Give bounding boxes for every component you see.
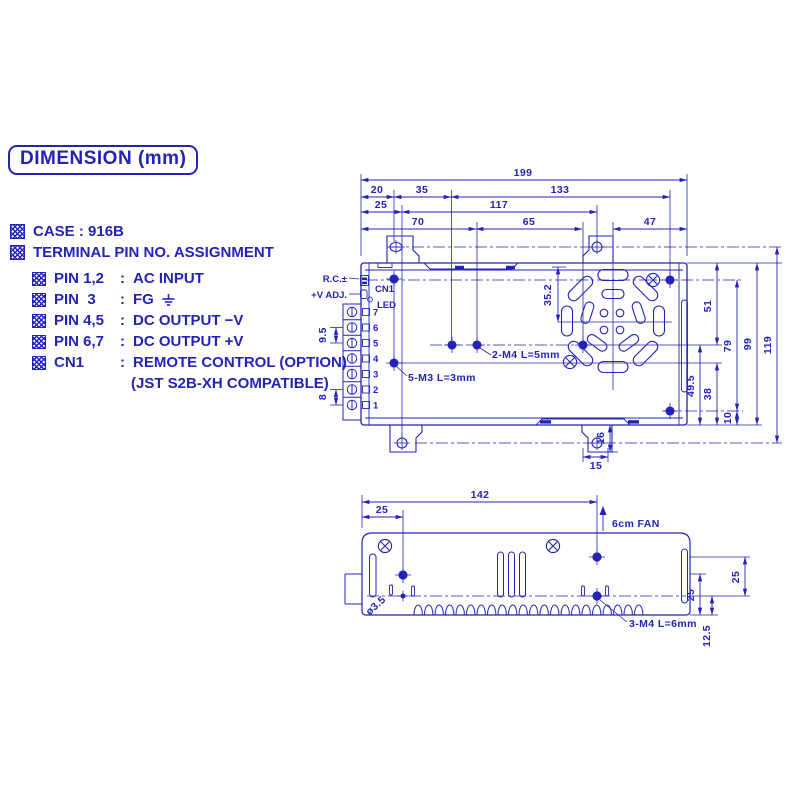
extension-lines-side-view bbox=[362, 495, 750, 622]
vent-slot bbox=[509, 552, 515, 597]
note-pin3: PIN 3 : FG bbox=[32, 289, 360, 310]
mounting-bracket-top-right bbox=[583, 236, 613, 263]
dim-65: 65 bbox=[522, 216, 536, 228]
top-view bbox=[343, 236, 688, 452]
label-cn1: CN1 bbox=[375, 284, 395, 295]
pin-number-2: 2 bbox=[373, 385, 379, 396]
pin-number-1: 1 bbox=[373, 400, 379, 412]
side-view bbox=[345, 533, 690, 615]
dim-79: 79 bbox=[722, 339, 734, 353]
terminal-block-side bbox=[345, 574, 362, 604]
dim-35-2: 35.2 bbox=[542, 283, 554, 307]
pin-number-4: 4 bbox=[373, 354, 379, 365]
dim-35: 35 bbox=[415, 184, 429, 196]
dim-25-inner: 25 bbox=[685, 588, 697, 602]
note-pin45: PIN 4,5 : DC OUTPUT −V bbox=[32, 310, 360, 331]
label-3-m4: 3-M4 L=6mm bbox=[629, 618, 697, 630]
label-dia-3-5: ø3.5 bbox=[363, 593, 389, 618]
phillips-screw-icon bbox=[546, 539, 559, 552]
note-terminal-text: TERMINAL PIN NO. ASSIGNMENT bbox=[33, 244, 274, 261]
label-vadj: +V ADJ. bbox=[311, 290, 347, 301]
dim-38: 38 bbox=[702, 387, 714, 401]
dim-119: 119 bbox=[762, 335, 774, 355]
label-6cm-fan: 6cm FAN bbox=[612, 518, 660, 530]
fan-direction-arrow bbox=[600, 506, 607, 515]
label-rc: R.C.± bbox=[322, 274, 347, 285]
dim-25: 25 bbox=[374, 199, 388, 211]
phillips-screw-icon bbox=[378, 539, 391, 552]
dim-99: 99 bbox=[742, 337, 754, 351]
dim-25-outer: 25 bbox=[730, 570, 742, 584]
dim-49-5: 49.5 bbox=[685, 374, 697, 398]
mounting-bracket-bottom-left bbox=[390, 425, 422, 452]
note-pin12: PIN 1,2 : AC INPUT bbox=[32, 268, 360, 289]
vent-slot bbox=[498, 552, 504, 597]
pin-number-6: 6 bbox=[373, 323, 379, 334]
m4-hole bbox=[589, 549, 605, 565]
dim-142: 142 bbox=[470, 489, 490, 501]
terminal-block bbox=[343, 304, 370, 420]
pin-number-5: 5 bbox=[373, 338, 379, 350]
dim-9-5: 9.5 bbox=[317, 327, 329, 343]
drawing-title: DIMENSION (mm) bbox=[8, 145, 198, 175]
dimension-texts-side-view bbox=[364, 489, 742, 647]
terminal-screws bbox=[347, 307, 356, 409]
dim-15: 15 bbox=[589, 460, 603, 472]
note-pin67: PIN 6,7 : DC OUTPUT +V bbox=[32, 331, 360, 352]
label-led: LED bbox=[377, 300, 396, 311]
dim-70: 70 bbox=[411, 216, 425, 228]
dim-8: 8 bbox=[317, 393, 329, 401]
vent-slot bbox=[370, 554, 377, 597]
dim-133: 133 bbox=[550, 184, 570, 196]
pin-number-3: 3 bbox=[373, 369, 379, 381]
dim-47: 47 bbox=[643, 216, 657, 228]
mounting-bracket-top-left bbox=[387, 236, 419, 263]
dim-199: 199 bbox=[513, 167, 533, 179]
dim-16: 16 bbox=[595, 431, 607, 445]
dim-10: 10 bbox=[722, 411, 734, 425]
dim-20: 20 bbox=[370, 184, 384, 196]
dim-12-5: 12.5 bbox=[701, 624, 713, 648]
label-2-m4: 2-M4 L=5mm bbox=[492, 349, 560, 361]
led-indicator bbox=[368, 297, 373, 302]
pin-tabs bbox=[363, 309, 370, 409]
cover-groove bbox=[424, 263, 518, 269]
vent-slot bbox=[520, 552, 526, 597]
louvers bbox=[414, 605, 643, 615]
phillips-screw-icon bbox=[563, 355, 576, 368]
dimension-texts-top-view bbox=[311, 167, 774, 472]
m4-hole bbox=[395, 567, 411, 583]
cn1-connector bbox=[361, 276, 369, 286]
note-cn1-cont: (JST S2B-XH COMPATIBLE) bbox=[131, 375, 329, 392]
label-5-m3: 5-M3 L=3mm bbox=[408, 372, 476, 384]
note-case-text: CASE : 916B bbox=[33, 223, 124, 240]
case-outline bbox=[361, 263, 687, 425]
pin-number-7: 7 bbox=[373, 307, 379, 319]
dim-117: 117 bbox=[489, 199, 509, 211]
note-cn1: CN1 : REMOTE CONTROL (OPTION) bbox=[32, 352, 360, 373]
dim-25-side: 25 bbox=[375, 504, 389, 516]
dim-51: 51 bbox=[702, 299, 714, 313]
